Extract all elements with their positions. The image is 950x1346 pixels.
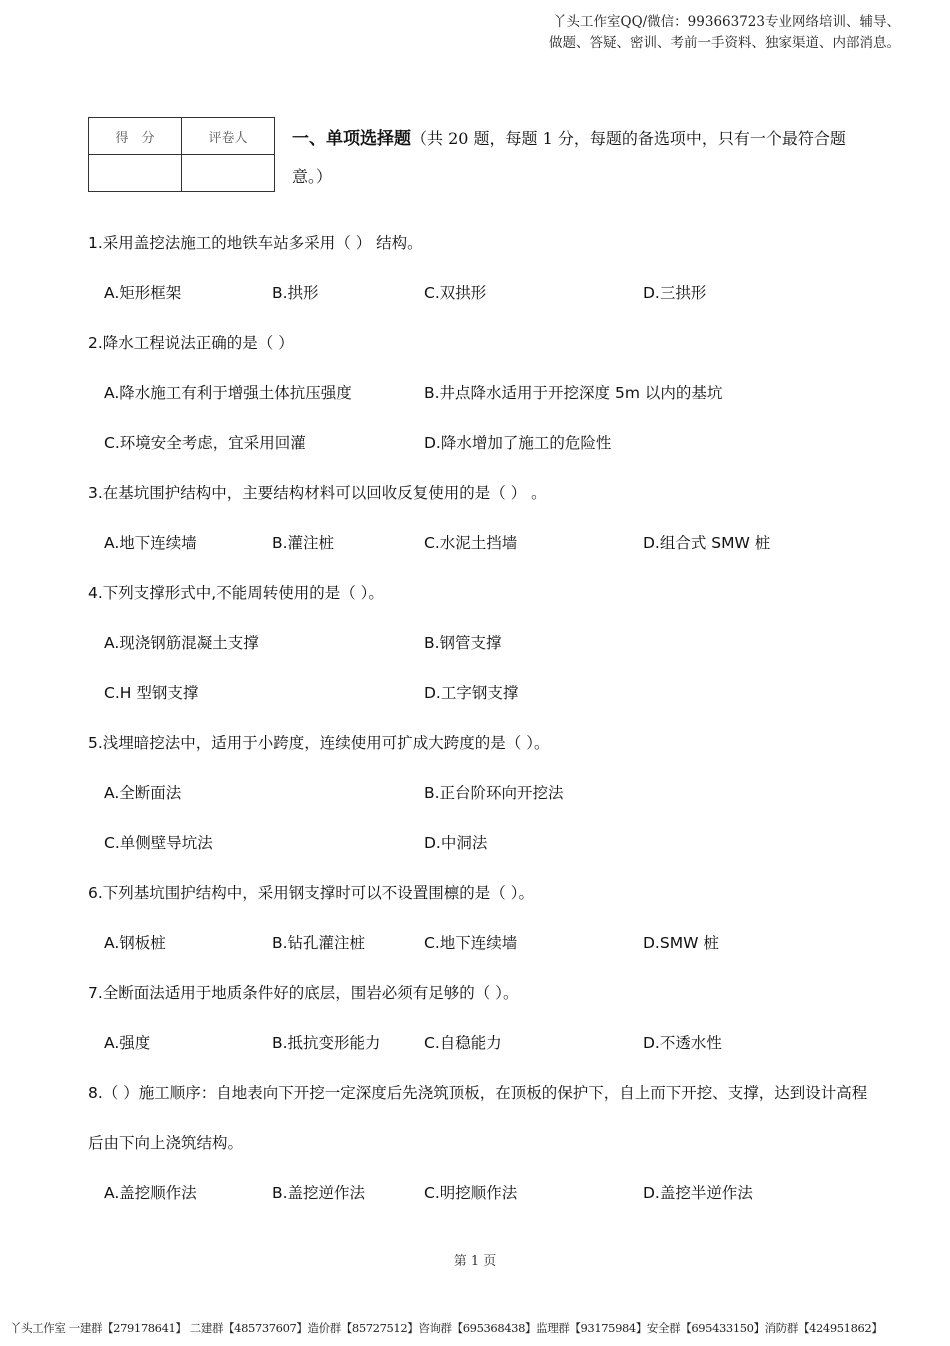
q4-option-a: A.现浇钢筋混凝土支撑 bbox=[104, 634, 259, 652]
header-line-2: 做题、答疑、密训、考前一手资料、独家渠道、内部消息。 bbox=[549, 35, 900, 51]
q1-option-c: C.双拱形 bbox=[424, 284, 487, 302]
q7-option-b: B.抵抗变形能力 bbox=[272, 1034, 381, 1052]
q1-option-b: B.拱形 bbox=[272, 284, 319, 302]
q2-option-a: A.降水施工有利于增强土体抗压强度 bbox=[104, 384, 352, 402]
section-note: （共 20 题，每题 1 分，每题的备选项中，只有一个最符合题意。） bbox=[292, 129, 846, 186]
question-4: 4.下列支撑形式中,不能周转使用的是（ ）。 bbox=[88, 584, 384, 602]
question-8: 8.（ ）施工顺序：自地表向下开挖一定深度后先浇筑顶板，在顶板的保护下，自上而下开挖、支撑，达到设计高程后由下向上浇筑结构。 bbox=[88, 1084, 868, 1152]
page-header bbox=[549, 12, 900, 54]
question-5: 5.浅埋暗挖法中，适用于小跨度，连续使用可扩成大跨度的是（ ）。 bbox=[88, 734, 550, 752]
question-3: 3.在基坑围护结构中，主要结构材料可以回收反复使用的是（ ） 。 bbox=[88, 484, 547, 502]
q5-option-c: C.单侧壁导坑法 bbox=[104, 834, 213, 852]
q4-option-d: D.工字钢支撑 bbox=[424, 684, 519, 702]
section-heading: 一、单项选择题 bbox=[292, 129, 411, 149]
q3-option-c: C.水泥土挡墙 bbox=[424, 534, 518, 552]
footer-group-list: 丫头工作室 一建群【279178641】 二建群【485737607】造价群【85727512】咨询群【695368438】监理群【93175984】安全群【695433150】消防群【424951862】 bbox=[10, 1321, 883, 1335]
q3-option-a: A.地下连续墙 bbox=[104, 534, 197, 552]
q3-option-d: D.组合式 SMW 桩 bbox=[643, 534, 771, 552]
q6-option-d: D.SMW 桩 bbox=[643, 934, 719, 952]
q8-option-c: C.明挖顺作法 bbox=[424, 1184, 518, 1202]
q8-option-b: B.盖挖逆作法 bbox=[272, 1184, 366, 1202]
q2-option-c: C.环境安全考虑，宜采用回灌 bbox=[104, 434, 306, 452]
q4-option-c: C.H 型钢支撑 bbox=[104, 684, 199, 702]
q6-option-b: B.钻孔灌注桩 bbox=[272, 934, 366, 952]
q5-option-b: B.正台阶环向开挖法 bbox=[424, 784, 564, 802]
question-6: 6.下列基坑围护结构中，采用钢支撑时可以不设置围檩的是（ ）。 bbox=[88, 884, 534, 902]
q1-option-d: D.三拱形 bbox=[643, 284, 707, 302]
score-cell bbox=[89, 155, 182, 192]
question-1: 1.采用盖挖法施工的地铁车站多采用（ ） 结构。 bbox=[88, 234, 423, 252]
q5-option-a: A.全断面法 bbox=[104, 784, 182, 802]
page-number: 第 1 页 bbox=[453, 1254, 497, 1269]
grader-label: 评卷人 bbox=[182, 118, 275, 155]
q5-option-d: D.中洞法 bbox=[424, 834, 488, 852]
q7-option-c: C.自稳能力 bbox=[424, 1034, 502, 1052]
q6-option-c: C.地下连续墙 bbox=[424, 934, 518, 952]
q2-option-b: B.井点降水适用于开挖深度 5m 以内的基坑 bbox=[424, 384, 723, 402]
q7-option-a: A.强度 bbox=[104, 1034, 151, 1052]
q3-option-b: B.灌注桩 bbox=[272, 534, 335, 552]
score-table bbox=[88, 117, 275, 192]
q7-option-d: D.不透水性 bbox=[643, 1034, 722, 1052]
header-line-1: 丫头工作室QQ/微信：993663723专业网络培训、辅导、 bbox=[553, 14, 900, 30]
q6-option-a: A.钢板桩 bbox=[104, 934, 166, 952]
score-label: 得 分 bbox=[89, 118, 182, 155]
q8-option-a: A.盖挖顺作法 bbox=[104, 1184, 197, 1202]
q8-option-d: D.盖挖半逆作法 bbox=[643, 1184, 753, 1202]
q4-option-b: B.钢管支撑 bbox=[424, 634, 502, 652]
grader-cell bbox=[182, 155, 275, 192]
q1-option-a: A.矩形框架 bbox=[104, 284, 182, 302]
question-2: 2.降水工程说法正确的是（ ） bbox=[88, 334, 294, 352]
section-title bbox=[292, 120, 872, 196]
question-7: 7.全断面法适用于地质条件好的底层，围岩必须有足够的（ ）。 bbox=[88, 984, 519, 1002]
q2-option-d: D.降水增加了施工的危险性 bbox=[424, 434, 612, 452]
